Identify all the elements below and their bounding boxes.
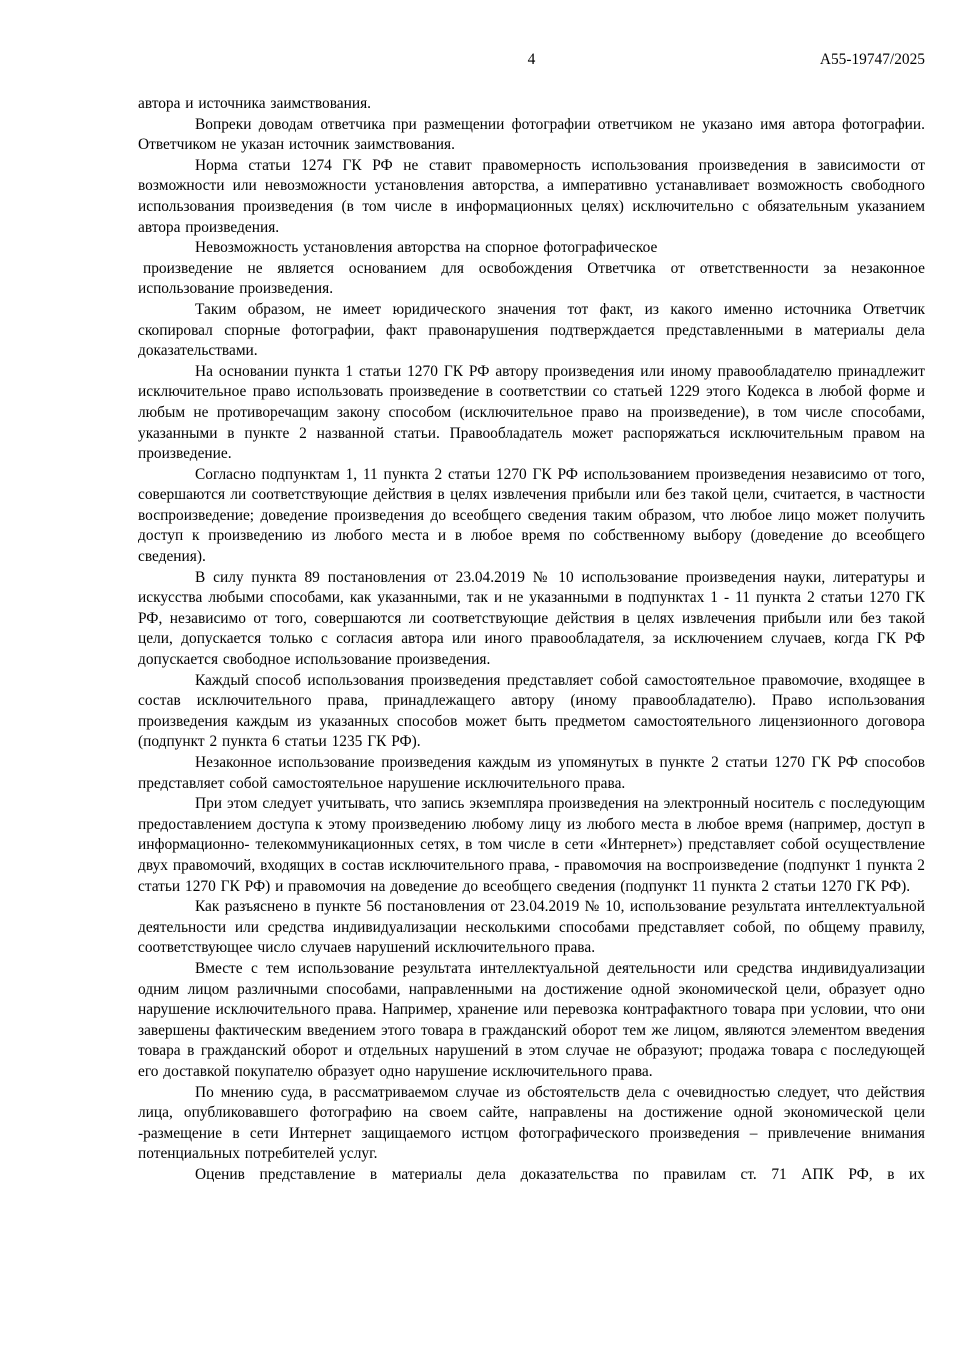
paragraph: Оценив представление в материалы дела доказательства по правилам ст. 71 АПК РФ, в их: [195, 1165, 925, 1183]
paragraph: Таким образом, не имеет юридического значения тот факт, из какого именно источника Ответчик скопировал спорные фотографии, факт правонарушения подтверждается представленными в материалы дела доказательствами.: [138, 300, 925, 360]
paragraph: Норма статьи 1274 ГК РФ не ставит правомерность использования произведения в зависимости от возможности или невозможности установления авторства, а императивно устанавливает возможность свободного использования произведения (в том числе в информационных целях) исключительно с обязательным указанием автора произведения.: [138, 156, 925, 236]
paragraph: При этом следует учитывать, что запись экземпляра произведения на электронный носитель с последующим предоставлением доступа к этому произведению любому лицу из любого места в любое время (например, доступ в информационно- телекоммуникационных сетях, в том числе в сети «Интернет») представляет собой осуществление двух правомочий, входящих в состав исключительного права, - правомочия на воспроизведение (подпункт 1 пункта 2 статьи 1270 ГК РФ) и правомочия на доведение до всеобщего сведения (подпункт 11 пункта 2 статьи 1270 ГК РФ).: [138, 795, 925, 895]
paragraph: Как разъяснено в пункте 56 постановления от 23.04.2019 № 10, использование результата интеллектуальной деятельности или средства индивидуализации несколькими способами представляет собой, по общему правилу, соответствующее число случаев нарушений исключительного права.: [138, 898, 925, 957]
document-header: [138, 50, 925, 71]
paragraph: Вместе с тем использование результата интеллектуальной деятельности или средства индивидуализации одним лицом различными способами, направленными на достижение одной экономической цели, образует одно нарушение исключительного права. Например, хранение или перевозка контрафактного товара при условии, что они завершены фактическим введением этого товара в гражданский оборот тем же лицом, являются элементом введения товара в гражданский оборот и отдельных нарушений в этом случае не образуют; продажа товара с последующей его доставкой покупателю образует одно нарушение исключительного права.: [138, 959, 925, 1080]
paragraph: Вопреки доводам ответчика при размещении фотографии ответчиком не указано имя автора фотографии. Ответчиком не указан источник заимствования.: [138, 115, 925, 154]
page-number: 4: [527, 51, 536, 68]
document-body: [138, 94, 925, 1185]
paragraph: По мнению суда, в рассматриваемом случае из обстоятельств дела с очевидностью следует, что действия лица, опубликовавшего фотографию на своем сайте, направлены на достижение одной экономической цели -размещение в сети Интернет защищаемого истцом фотографического произведения – привлечение внимания потенциальных потребителей услуг.: [138, 1083, 925, 1163]
paragraph: На основании пункта 1 статьи 1270 ГК РФ автору произведения или иному правообладателю принадлежит исключительное право использовать произведение в соответствии со статьей 1229 этого Кодекса в любой форме и любым не противоречащим закону способом (исключительное право на произведение), в том числе способами, указанными в пункте 2 названной статьи. Правообладатель может распоряжаться исключительным правом на произведение.: [138, 362, 925, 463]
paragraph: В силу пункта 89 постановления от 23.04.2019 № 10 использование произведения науки, литературы и искусства любыми способами, как указанными, так и не указанными в подпунктах 1 - 11 пункта 2 статьи 1270 ГК РФ, независимо от того, совершаются ли соответствующие действия в целях извлечения прибыли или без такой цели, допускается только с согласия автора или иного правообладателя, за исключением случаев, когда ГК РФ допускается свободное использование произведения.: [138, 568, 925, 669]
case-number: А55-19747/2025: [819, 51, 925, 68]
paragraph: Невозможность установления авторства на спорное фотографическое: [195, 239, 658, 257]
paragraph: Согласно подпунктам 1, 11 пункта 2 статьи 1270 ГК РФ использованием произведения независимо от того, совершаются ли соответствующие действия в целях извлечения прибыли или без такой цели, считается, в частности воспроизведение; доведение произведения до всеобщего сведения таким образом, что любое лицо может получить доступ к произведению из любого места и в любое время по собственному выбору (доведение до всеобщего сведения).: [138, 465, 925, 566]
paragraph: произведение не является основанием для освобождения Ответчика от ответственности за незаконное использование произведения.: [138, 259, 925, 298]
paragraph: Незаконное использование произведения каждым из упомянутых в пункте 2 статьи 1270 ГК РФ способов представляет собой самостоятельное нарушение исключительного права.: [138, 754, 925, 792]
paragraph: автора и источника заимствования.: [138, 95, 372, 112]
paragraph: Каждый способ использования произведения представляет собой самостоятельное правомочие, входящее в состав исключительного права, принадлежащего автору (иному правообладателю). Право использования произведения каждым из указанных способов может быть предметом самостоятельного лицензионного договора (подпункт 2 пункта 6 статьи 1235 ГК РФ).: [138, 671, 925, 751]
